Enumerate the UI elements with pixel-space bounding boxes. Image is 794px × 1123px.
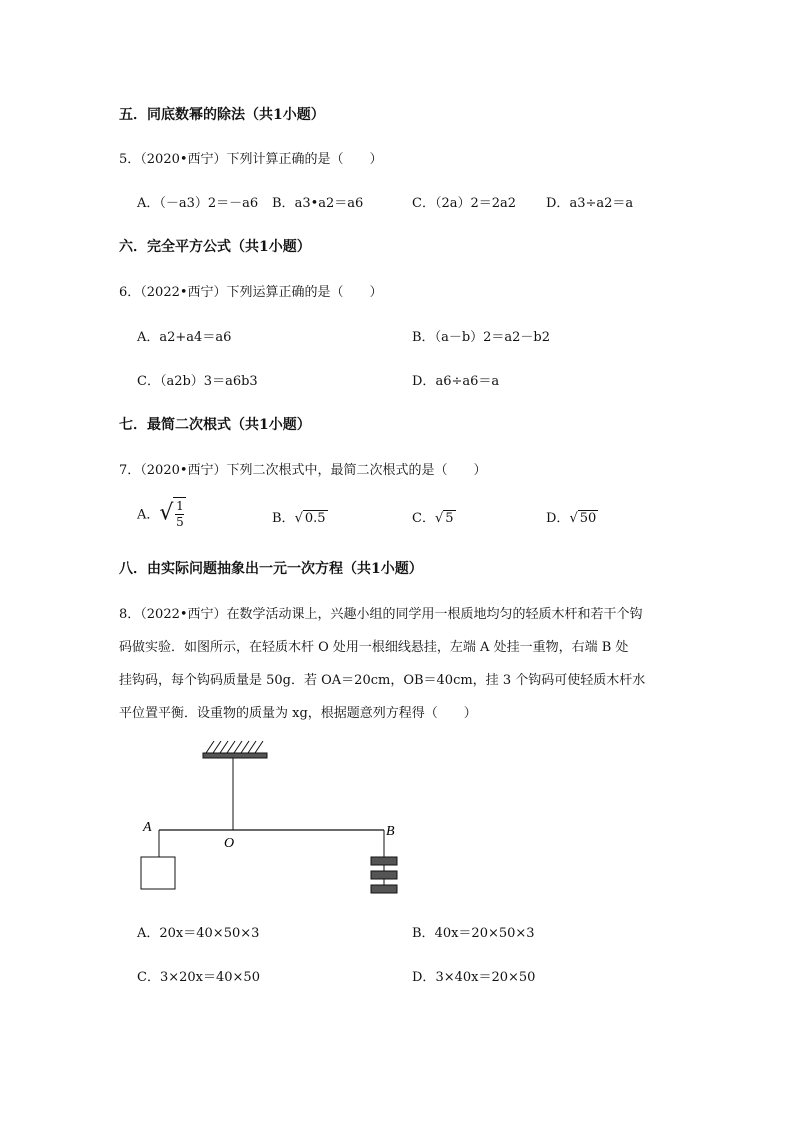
- q8-option-c-label: C．: [137, 970, 160, 985]
- question-7-stem: 7．（2020•西宁）下列二次根式中，最简二次根式的是（ ）: [119, 463, 487, 478]
- q5-option-a-label: A．: [137, 196, 160, 211]
- hook-weight-2: [371, 871, 397, 879]
- q7-option-c-radicand: 5: [445, 511, 454, 526]
- q8-option-a[interactable]: [137, 922, 259, 941]
- q7-option-b[interactable]: [272, 507, 328, 526]
- q5-option-b[interactable]: [272, 192, 363, 211]
- section-8-heading: 八．由实际问题抽象出一元一次方程（共1小题）: [119, 561, 423, 577]
- hook-weight-1: [371, 857, 397, 865]
- section-6-heading: 六．完全平方公式（共1小题）: [119, 239, 311, 255]
- q7-option-d-radicand: 50: [579, 511, 597, 526]
- question-8-line-4: 平位置平衡．设重物的质量为 xg，根据题意列方程得（ ）: [119, 706, 477, 721]
- section-5-heading: 五．同底数幂的除法（共1小题）: [119, 107, 325, 123]
- q5-option-d-label: D．: [546, 196, 570, 211]
- q5-option-c-text: （2a）2＝2a2: [434, 196, 517, 211]
- q7-option-b-radicand: 0.5: [304, 511, 326, 526]
- q8-option-b-label: B．: [412, 926, 435, 941]
- lever-diagram: [130, 735, 420, 900]
- q8-option-d-text: 3×40x＝20×50: [435, 970, 536, 985]
- q7-option-a[interactable]: [137, 497, 186, 529]
- radical-sign-icon: √: [294, 511, 303, 526]
- q6-option-d-label: D．: [412, 374, 436, 389]
- q7-option-d[interactable]: [546, 507, 598, 526]
- question-5-stem: 5．（2020•西宁）下列计算正确的是（ ）: [119, 152, 383, 167]
- ceiling-support: [203, 753, 267, 758]
- radical-sign-icon: √: [569, 511, 578, 526]
- hook-weight-3: [371, 885, 397, 893]
- label-a: A: [143, 820, 152, 835]
- q6-option-a-text: a2+a4＝a6: [159, 330, 232, 345]
- label-o: O: [224, 836, 235, 851]
- q7-option-a-fraction: [173, 497, 186, 529]
- q8-option-c[interactable]: [137, 966, 260, 985]
- q5-option-a[interactable]: [137, 192, 258, 211]
- q5-option-d-text: a3÷a2＝a: [569, 196, 634, 211]
- q8-option-c-text: 3×20x＝40×50: [159, 970, 260, 985]
- heavy-object: [141, 857, 175, 889]
- q6-option-b-text: （a－b）2＝a2－b2: [434, 330, 551, 345]
- q6-option-a[interactable]: [137, 326, 231, 345]
- q6-option-c-label: C．: [137, 374, 160, 389]
- q5-option-d[interactable]: [546, 192, 633, 211]
- radical-sign-icon: √: [159, 500, 174, 526]
- q5-option-b-text: a3•a2＝a6: [294, 196, 364, 211]
- question-6-stem: 6．（2022•西宁）下列运算正确的是（ ）: [119, 285, 383, 300]
- q6-option-b-label: B．: [412, 330, 435, 345]
- question-8-line-2: 码做实验．如图所示，在轻质木杆 O 处用一根细线悬挂，左端 A 处挂一重物，右端 B 处: [119, 640, 629, 655]
- q8-option-a-text: 20x＝40×50×3: [159, 926, 260, 941]
- q5-option-c-label: C．: [412, 196, 435, 211]
- q7-option-b-label: B．: [272, 511, 295, 526]
- q6-option-d-text: a6÷a6＝a: [435, 374, 500, 389]
- q8-option-b[interactable]: [412, 922, 535, 941]
- q5-option-a-text: （－a3）2＝－a6: [159, 196, 259, 211]
- fraction-numerator: 1: [176, 499, 184, 513]
- q6-option-a-label: A．: [137, 330, 160, 345]
- q5-option-c[interactable]: [412, 192, 516, 211]
- q7-option-c[interactable]: [412, 507, 456, 526]
- question-8-line-3: 挂钩码，每个钩码质量是 50g．若 OA＝20cm，OB＝40cm，挂 3 个钩码可使轻质木杆水: [119, 673, 646, 688]
- ceiling-hatch-icon: [206, 741, 263, 753]
- section-7-heading: 七．最简二次根式（共1小题）: [119, 417, 311, 433]
- q6-option-b[interactable]: [412, 326, 550, 345]
- q7-option-d-label: D．: [546, 511, 570, 526]
- q6-option-d[interactable]: [412, 370, 499, 389]
- label-b: B: [386, 824, 395, 839]
- question-8-line-1: 8．（2022•西宁）在数学活动课上，兴趣小组的同学用一根质地均匀的轻质木杆和若干个钩: [119, 607, 643, 622]
- q6-option-c[interactable]: [137, 370, 258, 389]
- q8-option-b-text: 40x＝20×50×3: [434, 926, 535, 941]
- q7-option-a-label: A．: [137, 507, 160, 523]
- q8-option-a-label: A．: [137, 926, 160, 941]
- q7-option-c-label: C．: [412, 511, 435, 526]
- q8-option-d[interactable]: [412, 966, 535, 985]
- q8-option-d-label: D．: [412, 970, 436, 985]
- radical-sign-icon: √: [434, 511, 444, 526]
- q5-option-b-label: B．: [272, 196, 295, 211]
- fraction-denominator: 5: [176, 515, 184, 529]
- q6-option-c-text: （a2b）3＝a6b3: [159, 374, 258, 389]
